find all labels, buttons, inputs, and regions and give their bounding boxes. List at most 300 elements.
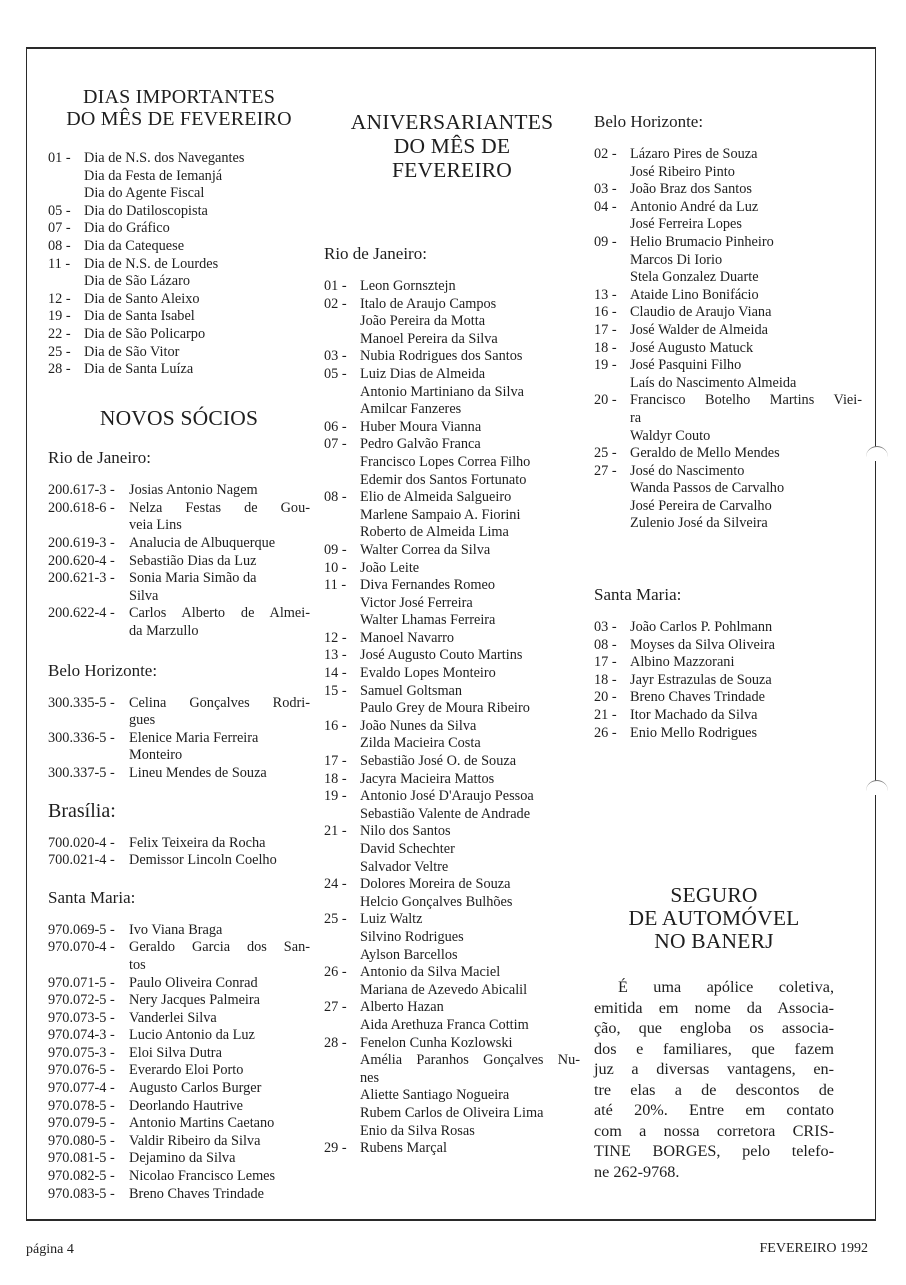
entry-names	[129, 835, 310, 853]
entry-name: Antonio Martiniano da Silva	[360, 383, 524, 400]
entry-name: Lineu Mendes de Souza	[129, 764, 267, 781]
entry-names	[360, 771, 580, 789]
entry-names	[630, 463, 862, 533]
dia-item	[48, 238, 310, 256]
entry-number: 02 -	[324, 295, 347, 312]
entry-name: Eloi Silva Dutra	[129, 1044, 222, 1061]
entry-name: Aliette Santiago Nogueira	[360, 1087, 510, 1104]
aniversariante-item	[594, 463, 862, 533]
paragraph-line: TINE BORGES, pelo telefo-	[594, 1142, 834, 1160]
entry-names	[84, 361, 310, 379]
entry-number: 200.620-4 -	[48, 552, 115, 569]
entry-names	[129, 765, 310, 783]
entry-names	[129, 1010, 310, 1028]
entry-number: 09 -	[324, 541, 347, 558]
entry-names	[129, 605, 310, 640]
entry-number: 300.335-5 -	[48, 694, 115, 711]
entry-names	[360, 1035, 580, 1141]
entry-name: Walter Correa da Silva	[360, 541, 491, 558]
paragraph-line: ção, que engloba os associa-	[594, 1019, 834, 1037]
entry-name: Zulenio José da Silveira	[630, 515, 768, 532]
city-heading: Santa Maria:	[48, 887, 136, 907]
dia-item	[48, 150, 310, 203]
entry-name: Sebastião Dias da Luz	[129, 552, 257, 569]
entry-name: Dia de N.S. dos Navegantes	[84, 150, 245, 166]
entry-name: Manoel Navarro	[360, 629, 455, 646]
entry-name: João Carlos P. Pohlmann	[630, 619, 773, 636]
entry-number: 21 -	[324, 823, 347, 840]
entry-name: Huber Moura Vianna	[360, 418, 482, 435]
entry-name: Everardo Eloi Porto	[129, 1062, 244, 1079]
entry-names	[129, 939, 310, 974]
aniversariante-item	[324, 296, 580, 349]
entry-number: 14 -	[324, 665, 347, 682]
entry-name: Dia de São Lázaro	[84, 273, 190, 290]
entry-name: Carlos Alberto de Almei-	[129, 605, 310, 622]
entry-name: Fenelon Cunha Kozlowski	[360, 1034, 513, 1051]
aniversariante-item	[594, 340, 862, 358]
entry-names	[360, 683, 580, 718]
entry-number: 16 -	[594, 304, 617, 321]
aniversariante-item	[324, 630, 580, 648]
socio-item	[48, 1133, 310, 1151]
middle-column	[324, 110, 580, 1158]
entry-number: 200.621-3 -	[48, 570, 115, 587]
aniversariante-item	[594, 619, 862, 637]
entry-names	[129, 852, 310, 870]
socio-item	[48, 695, 310, 730]
entry-name: José Ferreira Lopes	[630, 216, 742, 233]
entry-names	[360, 436, 580, 489]
entry-number: 26 -	[594, 724, 617, 741]
city-heading: Belo Horizonte:	[48, 660, 158, 680]
entry-number: 970.069-5 -	[48, 921, 115, 938]
entry-name: Francisco Botelho Martins Viei-	[630, 392, 862, 409]
socio-item	[48, 553, 310, 571]
entry-names	[630, 357, 862, 392]
dias-importantes-title: DIAS IMPORTANTES DO MÊS DE FEVEREIRO	[66, 86, 292, 130]
entry-names	[84, 308, 310, 326]
entry-number: 05 -	[48, 202, 71, 219]
entry-name: Nery Jacques Palmeira	[129, 992, 261, 1009]
socio-item	[48, 1080, 310, 1098]
entry-name: Sebastião Valente de Andrade	[360, 805, 531, 822]
aniversariantes-bh	[594, 112, 862, 533]
entry-name: Breno Chaves Trindade	[630, 689, 766, 706]
entry-names	[360, 999, 580, 1034]
entry-name: Itor Machado da Silva	[630, 707, 758, 724]
entry-name: Elio de Almeida Salgueiro	[360, 489, 512, 506]
paragraph-line: tre elas a de descontos de	[594, 1080, 834, 1099]
entry-name: Antonio Martins Caetano	[129, 1115, 275, 1132]
aniversariante-item	[594, 672, 862, 690]
dia-item	[48, 220, 310, 238]
entry-number: 27 -	[324, 999, 347, 1016]
entry-name: José Ribeiro Pinto	[630, 163, 735, 180]
entry-number: 03 -	[324, 348, 347, 365]
entry-name: Claudio de Araujo Viana	[630, 304, 772, 321]
entry-name: Valdir Ribeiro da Silva	[129, 1132, 261, 1149]
socio-item	[48, 482, 310, 500]
issue-date: FEVEREIRO 1992	[759, 1241, 868, 1256]
dia-item	[48, 361, 310, 379]
entry-number: 13 -	[324, 647, 347, 664]
entry-number: 18 -	[594, 671, 617, 688]
entry-names	[360, 876, 580, 911]
entry-number: 02 -	[594, 146, 617, 162]
entry-name: José Pasquini Filho	[630, 357, 742, 374]
entry-names	[630, 340, 862, 358]
entry-names	[129, 535, 310, 553]
dia-item	[48, 203, 310, 221]
entry-name: Celina Gonçalves Rodri-	[129, 694, 310, 711]
entry-number: 03 -	[594, 181, 617, 198]
entry-number: 16 -	[324, 717, 347, 734]
entry-number: 970.075-3 -	[48, 1044, 115, 1061]
aniversariante-item	[324, 999, 580, 1034]
entry-number: 08 -	[324, 489, 347, 506]
entry-names	[630, 707, 862, 725]
entry-name: Augusto Carlos Burger	[129, 1080, 262, 1097]
seguro-automovel-box	[594, 884, 834, 1182]
entry-name: Geraldo de Mello Mendes	[630, 445, 780, 462]
dia-item	[48, 326, 310, 344]
entry-name: José Walder de Almeida	[630, 321, 768, 338]
aniversariantes-title: ANIVERSARIANTES DO MÊS DE FEVEREIRO	[350, 110, 554, 182]
entry-names	[360, 366, 580, 419]
entry-names	[129, 730, 310, 765]
entry-number: 970.074-3 -	[48, 1027, 115, 1044]
entry-name: Albino Mazzorani	[630, 654, 735, 671]
entry-name: Helio Brumacio Pinheiro	[630, 233, 774, 250]
entry-names	[360, 542, 580, 560]
entry-names	[129, 1027, 310, 1045]
entry-names	[630, 181, 862, 199]
entry-names	[129, 1045, 310, 1063]
entry-number: 970.081-5 -	[48, 1150, 115, 1167]
punch-hole-mark	[866, 780, 888, 795]
entry-number: 03 -	[594, 619, 617, 636]
entry-names	[630, 287, 862, 305]
entry-name: tos	[129, 956, 146, 973]
entry-name: David Schechter	[360, 841, 455, 857]
entry-number: 21 -	[594, 707, 617, 724]
entry-names	[630, 672, 862, 690]
entry-names	[84, 203, 310, 221]
entry-number: 04 -	[594, 198, 617, 215]
left-column	[48, 86, 310, 1203]
entry-name: Silva	[129, 587, 159, 604]
entry-number: 08 -	[48, 237, 71, 254]
aniversariante-item	[594, 146, 862, 181]
entry-names	[129, 570, 310, 605]
entry-names	[84, 344, 310, 362]
entry-name: veia Lins	[129, 517, 182, 534]
entry-number: 17 -	[594, 654, 617, 671]
entry-names	[360, 788, 580, 823]
entry-names	[360, 1140, 580, 1158]
entry-name: Italo de Araujo Campos	[360, 295, 497, 312]
novos-socios-title: NOVOS SÓCIOS	[99, 405, 259, 430]
entry-number: 12 -	[324, 629, 347, 646]
entry-number: 11 -	[324, 577, 347, 594]
entry-number: 24 -	[324, 876, 347, 893]
entry-names	[360, 348, 580, 366]
entry-name: Demissor Lincoln Coelho	[129, 852, 277, 869]
entry-name: Paulo Oliveira Conrad	[129, 974, 258, 991]
entry-name: Sonia Maria Simão da	[129, 570, 257, 587]
aniversariante-item	[324, 788, 580, 823]
entry-name: Marlene Sampaio A. Fiorini	[360, 506, 521, 523]
entry-names	[129, 1080, 310, 1098]
aniversariantes-rio	[324, 244, 580, 1158]
paragraph-line: É uma apólice coletiva,	[618, 978, 834, 996]
entry-name: Diva Fernandes Romeo	[360, 577, 495, 594]
aniversariante-item	[594, 392, 862, 445]
aniversariante-item	[324, 647, 580, 665]
entry-names	[129, 553, 310, 571]
entry-name: Manoel Pereira da Silva	[360, 330, 498, 347]
entry-name: Ataide Lino Bonifácio	[630, 286, 759, 303]
entry-number: 18 -	[324, 770, 347, 787]
entry-number: 07 -	[324, 436, 347, 453]
entry-number: 22 -	[48, 325, 71, 342]
entry-name: Dia de N.S. de Lourdes	[84, 255, 219, 272]
entry-name: João Leite	[360, 559, 420, 576]
entry-name: Nelza Festas de Gou-	[129, 499, 310, 516]
entry-name: Dia de Santo Aleixo	[84, 290, 200, 307]
city-heading: Brasília:	[48, 799, 116, 822]
entry-names	[129, 1098, 310, 1116]
entry-name: Dejamino da Silva	[129, 1150, 236, 1167]
entry-number: 200.619-3 -	[48, 535, 115, 551]
entry-name: Stela Gonzalez Duarte	[630, 269, 759, 286]
entry-names	[630, 146, 862, 181]
entry-name: João Pereira da Motta	[360, 313, 486, 330]
entry-name: Mariana de Azevedo Abicalil	[360, 981, 528, 998]
entry-number: 28 -	[48, 361, 71, 378]
entry-name: Dia do Agente Fiscal	[84, 185, 205, 202]
paragraph-line: ne 262-9768.	[594, 1162, 680, 1181]
entry-name: Dolores Moreira de Souza	[360, 876, 511, 893]
entry-names	[360, 647, 580, 665]
dias-importantes-section	[48, 86, 310, 379]
entry-names	[129, 922, 310, 940]
entry-name: Helcio Gonçalves Bulhões	[360, 893, 513, 910]
aniversariante-item	[324, 577, 580, 630]
entry-number: 970.072-5 -	[48, 992, 115, 1009]
entry-number: 15 -	[324, 682, 347, 699]
aniversariante-item	[324, 278, 580, 296]
entry-names	[360, 630, 580, 648]
entry-name: Paulo Grey de Moura Ribeiro	[360, 700, 530, 717]
entry-names	[630, 725, 862, 743]
aniversariante-item	[324, 419, 580, 437]
city-heading: Santa Maria:	[594, 585, 682, 605]
aniversariante-item	[594, 181, 862, 199]
entry-name: Roberto de Almeida Lima	[360, 524, 509, 541]
entry-names	[360, 419, 580, 437]
entry-name: Nicolao Francisco Lemes	[129, 1168, 276, 1185]
aniversariante-item	[594, 322, 862, 340]
entry-number: 08 -	[594, 636, 617, 653]
entry-name: Deorlando Hautrive	[129, 1097, 243, 1114]
entry-name: José Augusto Couto Martins	[360, 647, 523, 664]
entry-number: 200.618-6 -	[48, 499, 115, 516]
entry-names	[129, 500, 310, 535]
entry-names	[630, 637, 862, 655]
entry-names	[129, 1062, 310, 1080]
paragraph-line: até 20%. Entre em contato	[594, 1101, 834, 1119]
entry-number: 07 -	[48, 220, 71, 237]
entry-name: Aida Arethuza Franca Cottim	[360, 1016, 529, 1033]
entry-number: 25 -	[324, 911, 347, 928]
entry-names	[630, 304, 862, 322]
entry-name: Rubens Marçal	[360, 1140, 447, 1157]
entry-names	[360, 964, 580, 999]
entry-name: Jacyra Macieira Mattos	[360, 770, 495, 787]
entry-number: 200.622-4 -	[48, 605, 115, 622]
entry-number: 20 -	[594, 392, 617, 409]
entry-names	[84, 256, 310, 291]
entry-names	[360, 753, 580, 771]
entry-name: Aylson Barcellos	[360, 946, 458, 963]
entry-number: 09 -	[594, 233, 617, 250]
entry-names	[360, 278, 580, 296]
entry-name: Alberto Hazan	[360, 999, 444, 1016]
paragraph-line: com a nossa corretora CRIS-	[594, 1121, 834, 1140]
entry-name: Lázaro Pires de Souza	[630, 146, 758, 162]
entry-name: nes	[360, 1069, 380, 1086]
entry-names	[360, 718, 580, 753]
entry-names	[129, 1115, 310, 1133]
city-heading: Rio de Janeiro:	[48, 448, 151, 468]
entry-names	[630, 234, 862, 287]
paragraph-line: dos e familiares, que fazem	[594, 1039, 834, 1058]
entry-number: 970.082-5 -	[48, 1168, 115, 1185]
aniversariante-item	[594, 707, 862, 725]
dia-item	[48, 344, 310, 362]
entry-names	[84, 150, 310, 203]
aniversariante-item	[594, 637, 862, 655]
aniversariante-item	[324, 876, 580, 911]
entry-name: Dia do Datiloscopista	[84, 202, 208, 219]
entry-number: 300.337-5 -	[48, 764, 115, 781]
entry-number: 20 -	[594, 689, 617, 706]
entry-names	[84, 220, 310, 238]
entry-name: gues	[129, 712, 156, 729]
entry-number: 05 -	[324, 365, 347, 382]
entry-name: Antonio da Silva Maciel	[360, 964, 501, 981]
entry-number: 19 -	[594, 357, 617, 374]
aniversariante-item	[324, 1035, 580, 1141]
entry-number: 01 -	[48, 150, 71, 166]
entry-names	[630, 654, 862, 672]
socio-item	[48, 852, 310, 870]
aniversariante-item	[324, 771, 580, 789]
aniversariante-item	[324, 560, 580, 578]
entry-number: 10 -	[324, 559, 347, 576]
entry-names	[84, 326, 310, 344]
entry-name: Marcos Di Iorio	[630, 251, 723, 268]
dia-item	[48, 256, 310, 291]
dias-list	[48, 150, 310, 379]
aniversariante-item	[594, 357, 862, 392]
entry-number: 700.021-4 -	[48, 852, 115, 869]
entry-names	[630, 689, 862, 707]
entry-name: Elenice Maria Ferreira	[129, 729, 259, 746]
entry-number: 970.077-4 -	[48, 1080, 115, 1097]
entry-names	[630, 619, 862, 637]
entry-name: José Pereira de Carvalho	[630, 497, 772, 514]
entry-name: Rubem Carlos de Oliveira Lima	[360, 1104, 544, 1121]
entry-names	[630, 392, 862, 445]
entry-number: 18 -	[594, 339, 617, 356]
aniversariante-item	[324, 718, 580, 753]
aniversariante-item	[324, 348, 580, 366]
entry-name: Silvino Rodrigues	[360, 928, 464, 945]
entry-names	[630, 445, 862, 463]
entry-number: 200.617-3 -	[48, 482, 115, 499]
entry-number: 13 -	[594, 286, 617, 303]
entry-name: Pedro Galvão Franca	[360, 436, 481, 453]
socio-item	[48, 605, 310, 640]
aniversariante-item	[594, 725, 862, 743]
entry-number: 01 -	[324, 278, 347, 294]
entry-number: 19 -	[324, 788, 347, 805]
entry-name: João Nunes da Silva	[360, 717, 477, 734]
aniversariante-item	[594, 689, 862, 707]
entry-name: Dia de Santa Luíza	[84, 361, 194, 378]
entry-name: Vanderlei Silva	[129, 1009, 217, 1026]
entry-name: Luiz Waltz	[360, 911, 423, 928]
entry-name: ra	[630, 409, 642, 426]
entry-name: Zilda Macieira Costa	[360, 735, 481, 752]
aniversariante-item	[594, 304, 862, 322]
entry-name: Dia de São Policarpo	[84, 325, 206, 342]
entry-names	[129, 1150, 310, 1168]
entry-names	[360, 823, 580, 876]
entry-name: Dia de Santa Isabel	[84, 308, 195, 325]
socio-item	[48, 1186, 310, 1204]
entry-name: Amélia Paranhos Gonçalves Nu-	[360, 1052, 580, 1069]
entry-names	[630, 322, 862, 340]
entry-name: José Augusto Matuck	[630, 339, 754, 356]
entry-name: Nilo dos Santos	[360, 823, 451, 840]
entry-name: da Marzullo	[129, 622, 199, 639]
entry-names	[129, 1186, 310, 1204]
aniversariante-item	[324, 964, 580, 999]
aniversariante-item	[594, 199, 862, 234]
entry-name: Sebastião José O. de Souza	[360, 753, 517, 770]
entry-names	[129, 482, 310, 500]
socio-item	[48, 1168, 310, 1186]
entry-number: 27 -	[594, 462, 617, 479]
entry-name: Samuel Goltsman	[360, 682, 463, 699]
entry-names	[129, 1168, 310, 1186]
entry-name: Ivo Viana Braga	[129, 921, 223, 938]
entry-number: 970.071-5 -	[48, 974, 115, 991]
entry-name: Felix Teixeira da Rocha	[129, 834, 266, 851]
entry-number: 700.020-4 -	[48, 834, 115, 851]
paragraph-line: juz a diversas vantagens, en-	[594, 1060, 834, 1078]
entry-names	[360, 560, 580, 578]
entry-name: Geraldo Garcia dos San-	[129, 939, 310, 956]
entry-name: Nubia Rodrigues dos Santos	[360, 348, 523, 365]
entry-name: Edemir dos Santos Fortunato	[360, 471, 527, 488]
entry-name: Wanda Passos de Carvalho	[630, 480, 785, 497]
entry-number: 12 -	[48, 290, 71, 307]
